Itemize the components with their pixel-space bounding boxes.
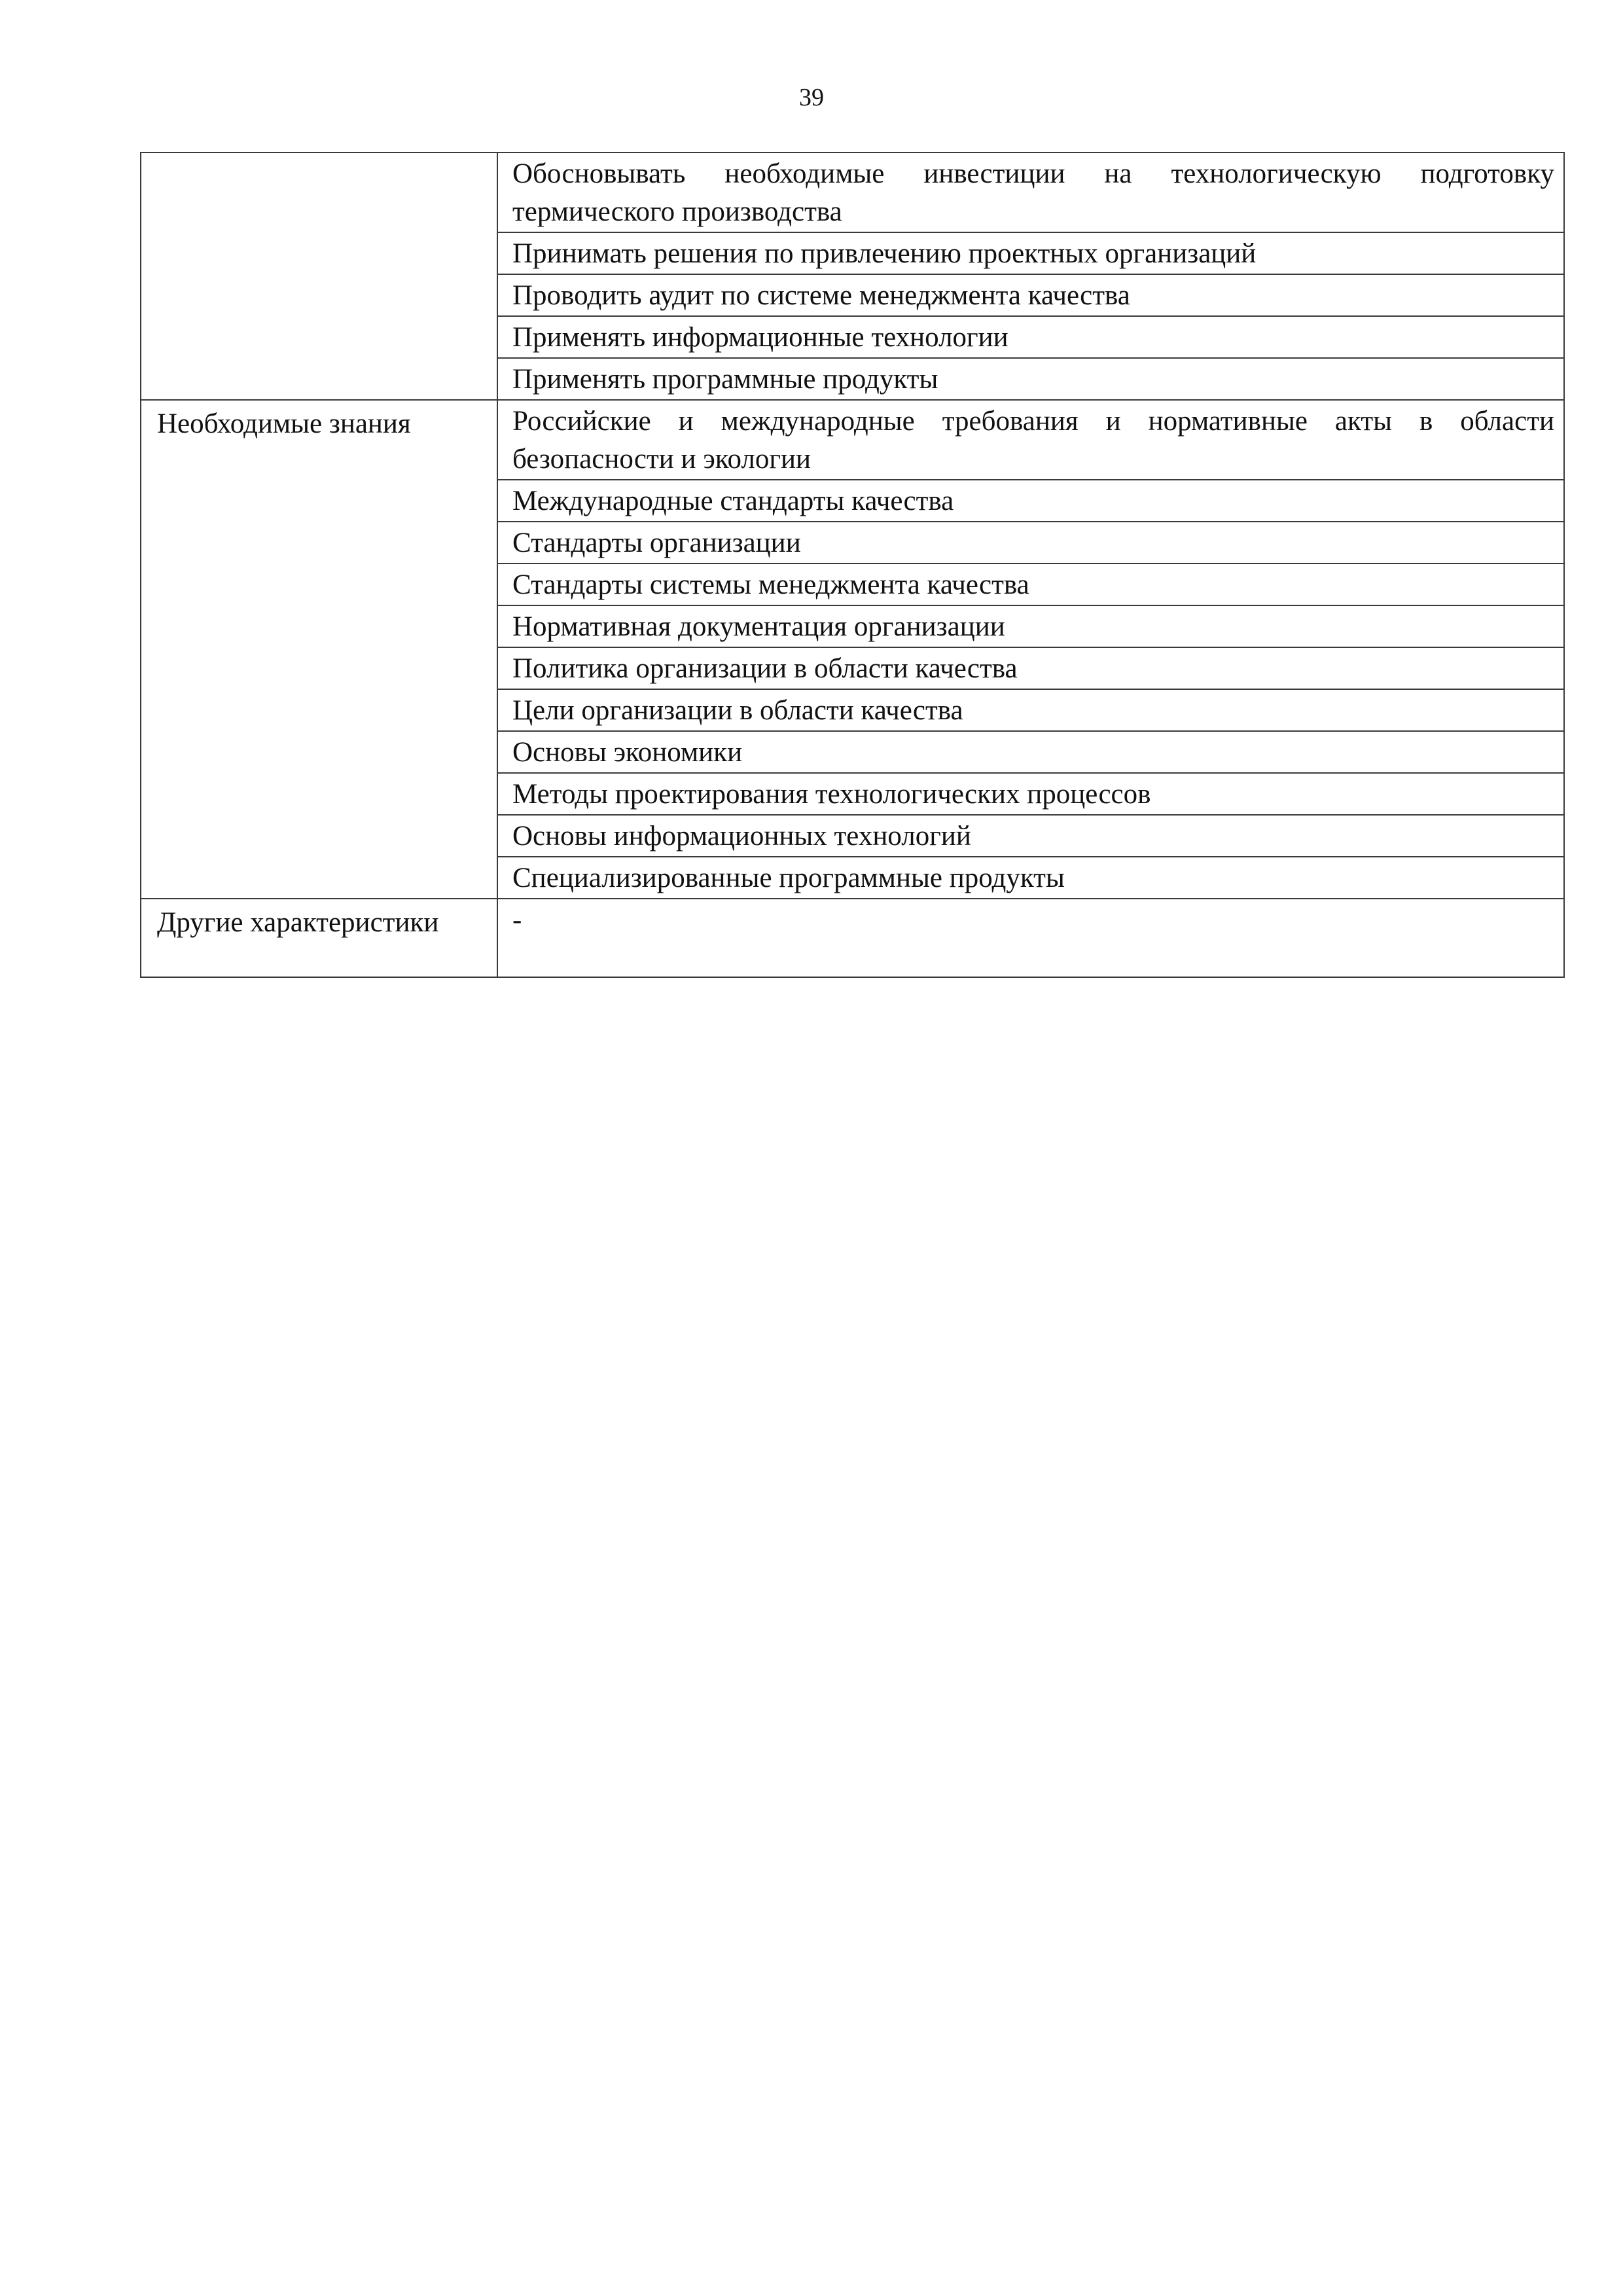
list-item: Основы информационных технологий	[498, 816, 1563, 857]
list-item: Российские и международные требования и нормативные акты в области безопасности и экологии	[498, 401, 1563, 480]
list-item: Стандарты системы менеджмента качества	[498, 564, 1563, 606]
list-item: Применять программные продукты	[512, 364, 938, 395]
page-number: 39	[799, 84, 824, 111]
list-item: Применять информационные технологии	[498, 317, 1563, 359]
row-items	[497, 152, 1564, 400]
list-item: Методы проектирования технологических процессов	[498, 774, 1563, 816]
row-items	[497, 400, 1564, 899]
list-item: Обосновывать необходимые инвестиции на технологическую подготовку термического производства	[498, 153, 1563, 233]
list-item: Основы экономики	[498, 732, 1563, 774]
list-item: Международные стандарты качества	[498, 480, 1563, 522]
row-label: Необходимые знания	[141, 400, 497, 899]
list-item: Проводить аудит по системе менеджмента качества	[498, 275, 1563, 317]
table-row-skills	[141, 152, 1564, 400]
row-label: Другие характеристики	[141, 899, 497, 977]
row-label	[141, 152, 497, 400]
list-item: Нормативная документация организации	[498, 606, 1563, 648]
row-value: -	[512, 905, 522, 935]
competency-table	[140, 152, 1565, 978]
list-item: Специализированные программные продукты	[512, 863, 1065, 893]
list-item: Цели организации в области качества	[498, 690, 1563, 732]
table-row-other	[141, 899, 1564, 977]
table-row-knowledge	[141, 400, 1564, 899]
list-item: Стандарты организации	[498, 522, 1563, 564]
row-items	[497, 899, 1564, 977]
list-item: Принимать решения по привлечению проектных организаций	[498, 233, 1563, 275]
list-item: Политика организации в области качества	[498, 648, 1563, 690]
